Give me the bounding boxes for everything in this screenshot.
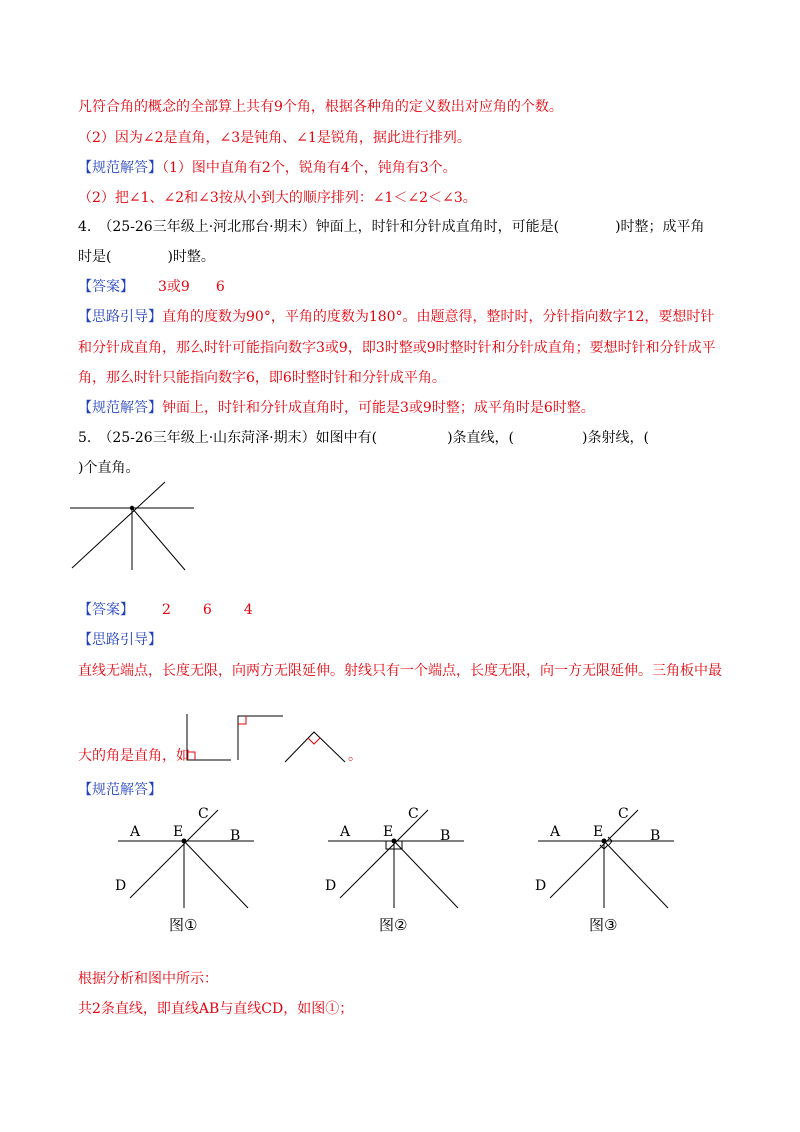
q4-hint-line-3: 角，那么时针只能指向数字6，即6时整时针和分针成平角。 [78, 370, 446, 386]
q4-solution: 钟面上，时针和分针成直角时，可能是3或9时整；成平角时是6时整。 [162, 400, 595, 416]
fig2-label-c: C [408, 806, 419, 822]
q5-answer-tag: 【答案】 [78, 602, 134, 618]
q4-stem-c: 时是( [78, 249, 112, 265]
q5-solution-tag: 【规范解答】 [78, 782, 162, 798]
q4-solution-tag: 【规范解答】 [78, 400, 162, 416]
q4-hint-line-2: 和分针成直角，那么时针可能指向数字3或9，即3时整或9时整时针和分针成直角；要想时针和分针成平 [78, 340, 716, 356]
solution-tag: 【规范解答】 [78, 160, 162, 176]
q4-stem-b: )时整；成平角 [615, 219, 705, 235]
svg-text:图①: 图① [169, 916, 198, 934]
q4-stem-line-2 [78, 247, 215, 267]
svg-text:图②: 图② [379, 916, 408, 934]
q5-stem-b: )条直线，( [447, 430, 515, 446]
q5-stem-line-1 [78, 428, 649, 448]
fig1-label-a: A [130, 824, 141, 840]
q4-answer-tag: 【答案】 [78, 279, 134, 295]
q5-conclusion: 共2条直线，即直线AB与直线CD，如图①； [78, 1001, 354, 1017]
fig3-label-d: D [535, 878, 547, 894]
carry-line-2: （2）因为∠2是直角，∠3是钝角、∠1是锐角，据此进行排列。 [78, 130, 471, 146]
q5-hint-tag: 【思路引导】 [78, 632, 162, 648]
fig3-label-e: E [593, 824, 604, 840]
ray-diag [132, 508, 185, 570]
svg-text:图③: 图③ [589, 916, 618, 934]
q4-answer-1: 3或9 [158, 279, 190, 295]
q5-analysis: 根据分析和图中所示： [78, 971, 218, 987]
figure-2 [320, 800, 480, 910]
q4-solution-line [78, 398, 595, 418]
q4-hint-tag: 【思路引导】 [78, 309, 162, 325]
q4-stem-line-1 [78, 217, 705, 237]
fig3-label-b: B [650, 828, 661, 844]
fig1-label-d: D [115, 878, 127, 894]
fig2-label-a: A [340, 824, 351, 840]
q4-hint-1: 直角的度数为90°，平角的度数为180°。由题意得，整时时，分针指向数字12，要想时针 [162, 309, 715, 325]
carry-line-4: （2）把∠1、∠2和∠3按从小到大的顺序排列：∠1＜∠2＜∠3。 [78, 190, 477, 206]
fig1-label-b: B [230, 828, 241, 844]
solution-text: （1）图中直角有2个，锐角有4个，钝角有3个。 [162, 160, 457, 176]
line-cd [72, 482, 165, 568]
fig3-label-a: A [550, 824, 561, 840]
q5-hint-line-2 [78, 746, 362, 766]
q5-answer-1: 2 [162, 602, 171, 618]
fig2-label-d: D [325, 878, 337, 894]
figure-3 [530, 800, 690, 910]
q5-answer-2: 6 [202, 602, 212, 618]
q5-answer-line [78, 600, 253, 620]
figure-1-caption [165, 912, 225, 936]
q5-stem-c: )条射线，( [582, 430, 649, 446]
figure-2-caption [375, 912, 435, 936]
q5-stem-line-2: )个直角。 [78, 460, 140, 476]
fig2-label-e: E [383, 824, 394, 840]
q4-stem-a: 4. （25-26三年级上·河北邢台·期末）钟面上，时针和分针成直角时，可能是( [78, 219, 560, 235]
carry-line-1: 凡符合角的概念的全部算上共有9个角，根据各种角的定义数出对应角的个数。 [78, 99, 563, 115]
q5-answer-3: 4 [243, 602, 253, 618]
q5-hint-line-1: 直线无端点，长度无限，向两方无限延伸。射线只有一个端点，长度无限，向一方无限延伸。三角板中最 [78, 663, 722, 679]
fig2-label-b: B [440, 828, 451, 844]
carry-line-3 [78, 158, 457, 178]
q5-stem-a: 5. （25-26三年级上·山东菏泽·期末）如图中有( [78, 430, 378, 446]
q4-hint-line-1 [78, 307, 714, 327]
figure-1 [110, 800, 270, 910]
q4-answer-2: 6 [215, 279, 225, 295]
q5-hint-end: 。 [348, 748, 362, 764]
q5-hint-2: 大的角是直角，如 [78, 748, 190, 764]
point-e [130, 506, 134, 510]
figure-3-caption [585, 912, 645, 936]
fig1-label-c: C [198, 806, 209, 822]
q4-stem-d: )时整。 [167, 249, 215, 265]
fig3-label-c: C [618, 806, 629, 822]
q5-question-figure [70, 482, 200, 572]
q4-answer-line [78, 277, 225, 297]
fig1-label-e: E [173, 824, 184, 840]
